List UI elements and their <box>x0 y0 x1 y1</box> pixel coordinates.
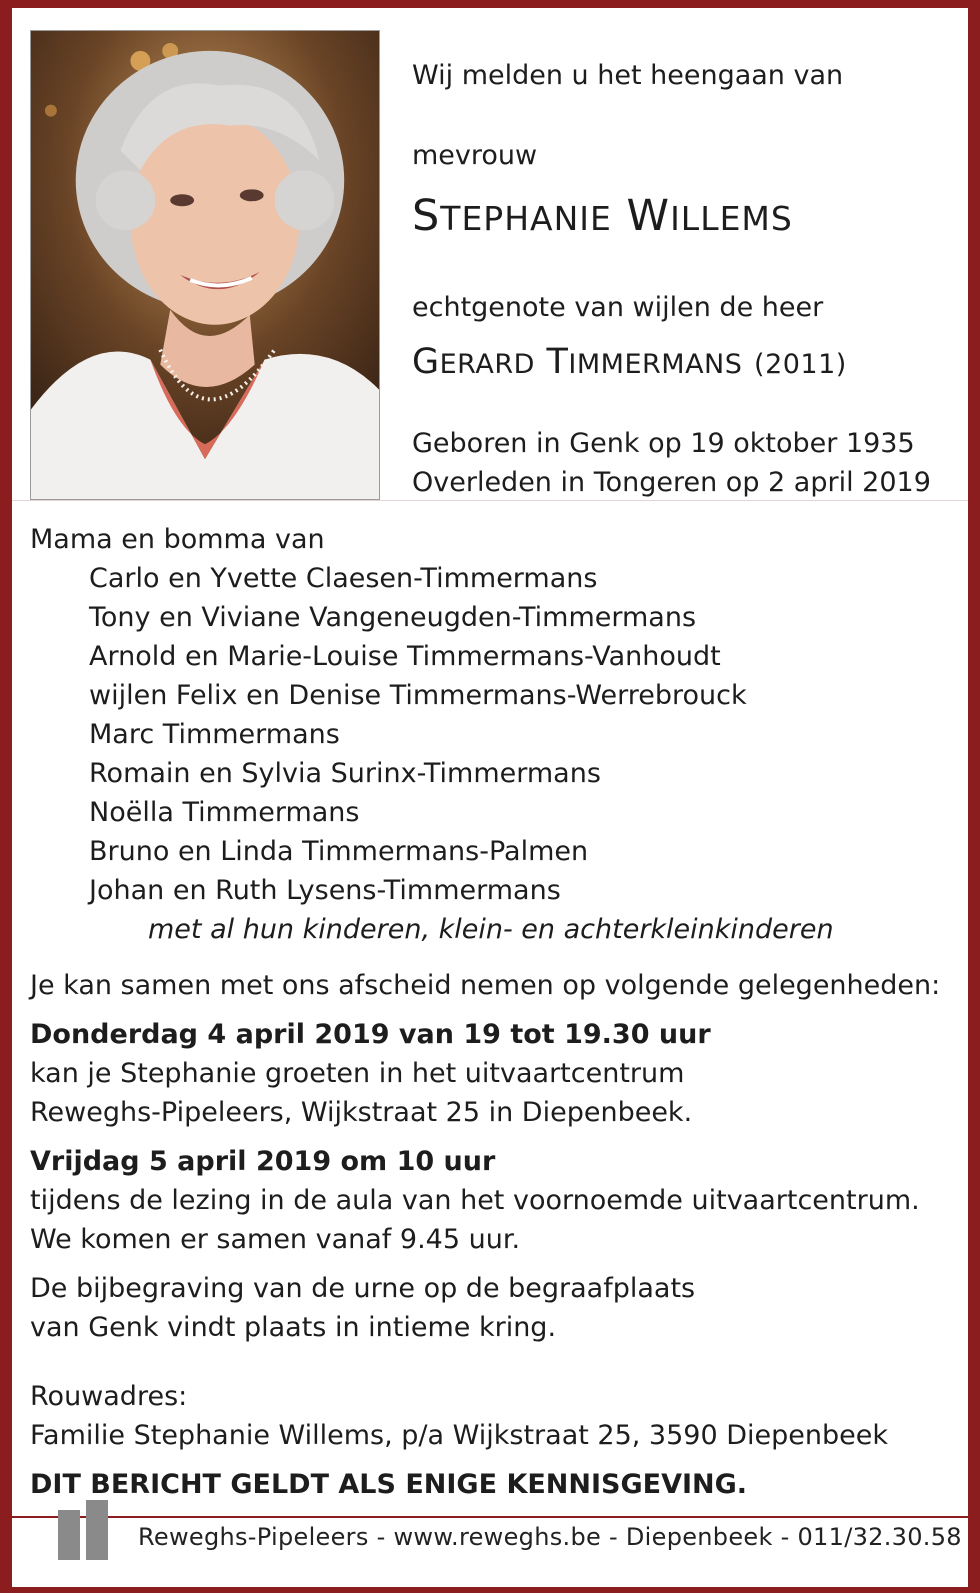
spouse-last-rest: IMMERMANS <box>568 349 743 380</box>
family-member: Noëlla Timmermans <box>89 797 360 828</box>
title-prefix: mevrouw <box>412 140 538 171</box>
birth-line: Geboren in Genk op 19 oktober 1935 <box>412 428 915 459</box>
family-member: Tony en Viviane Vangeneugden-Timmermans <box>89 602 697 633</box>
footer-contact: Reweghs-Pipeleers - www.reweghs.be - Diepenbeek - 011/32.30.58 <box>138 1523 962 1551</box>
funeral-home-logo-icon <box>58 1500 112 1560</box>
deceased-first-initial: S <box>412 191 441 241</box>
spouse-name <box>412 340 847 387</box>
family-member: Bruno en Linda Timmermans-Palmen <box>89 836 589 867</box>
family-member: Marc Timmermans <box>89 719 340 750</box>
portrait-illustration <box>31 31 379 499</box>
deceased-last-rest: ILLEMS <box>670 199 793 238</box>
events-section <box>30 966 960 1504</box>
family-member: Arnold en Marie-Louise Timmermans-Vanhoudt <box>89 641 721 672</box>
family-member: Johan en Ruth Lysens-Timmermans <box>89 875 561 906</box>
second-event-line: We komen er samen vanaf 9.45 uur. <box>30 1224 521 1255</box>
announcement-intro: Wij melden u het heengaan van <box>412 60 844 91</box>
deceased-last-initial: W <box>626 191 671 241</box>
burial-line: De bijbegraving van de urne op de begraafplaats <box>30 1273 696 1304</box>
deceased-first-rest: TEPHANIE <box>440 199 612 238</box>
first-event-line: Reweghs-Pipeleers, Wijkstraat 25 in Diepenbeek. <box>30 1097 693 1128</box>
death-line: Overleden in Tongeren op 2 april 2019 <box>412 467 931 498</box>
family-list <box>30 520 950 949</box>
mourning-address: Familie Stephanie Willems, p/a Wijkstraat 25, 3590 Diepenbeek <box>30 1420 888 1451</box>
address-label: Rouwadres: <box>30 1381 188 1412</box>
section-divider <box>12 500 968 501</box>
spouse-first-initial: G <box>412 342 440 382</box>
second-event-date: Vrijdag 5 april 2019 om 10 uur <box>30 1146 496 1177</box>
burial-line: van Genk vindt plaats in intieme kring. <box>30 1312 557 1343</box>
family-member: wijlen Felix en Denise Timmermans-Werrebrouck <box>89 680 747 711</box>
second-event-line: tijdens de lezing in de aula van het voornoemde uitvaartcentrum. <box>30 1185 920 1216</box>
events-intro: Je kan samen met ons afscheid nemen op volgende gelegenheden: <box>30 970 941 1001</box>
footer-rule <box>12 1516 968 1518</box>
portrait-photo <box>30 30 380 500</box>
grandchildren-line: met al hun kinderen, klein- en achterkleinkinderen <box>148 914 834 945</box>
first-event-line: kan je Stephanie groeten in het uitvaartcentrum <box>30 1058 685 1089</box>
deceased-name <box>412 188 793 247</box>
spouse-last-initial: T <box>546 342 569 382</box>
first-event-date: Donderdag 4 april 2019 van 19 tot 19.30 uur <box>30 1019 711 1050</box>
spouse-year: (2011) <box>754 349 847 380</box>
family-member: Romain en Sylvia Surinx-Timmermans <box>89 758 601 789</box>
spouse-first-rest: ERARD <box>439 349 535 380</box>
spouse-intro: echtgenote van wijlen de heer <box>412 292 824 323</box>
family-heading: Mama en bomma van <box>30 524 325 555</box>
family-member: Carlo en Yvette Claesen-Timmermans <box>89 563 598 594</box>
notice-line: DIT BERICHT GELDT ALS ENIGE KENNISGEVING. <box>30 1469 748 1500</box>
